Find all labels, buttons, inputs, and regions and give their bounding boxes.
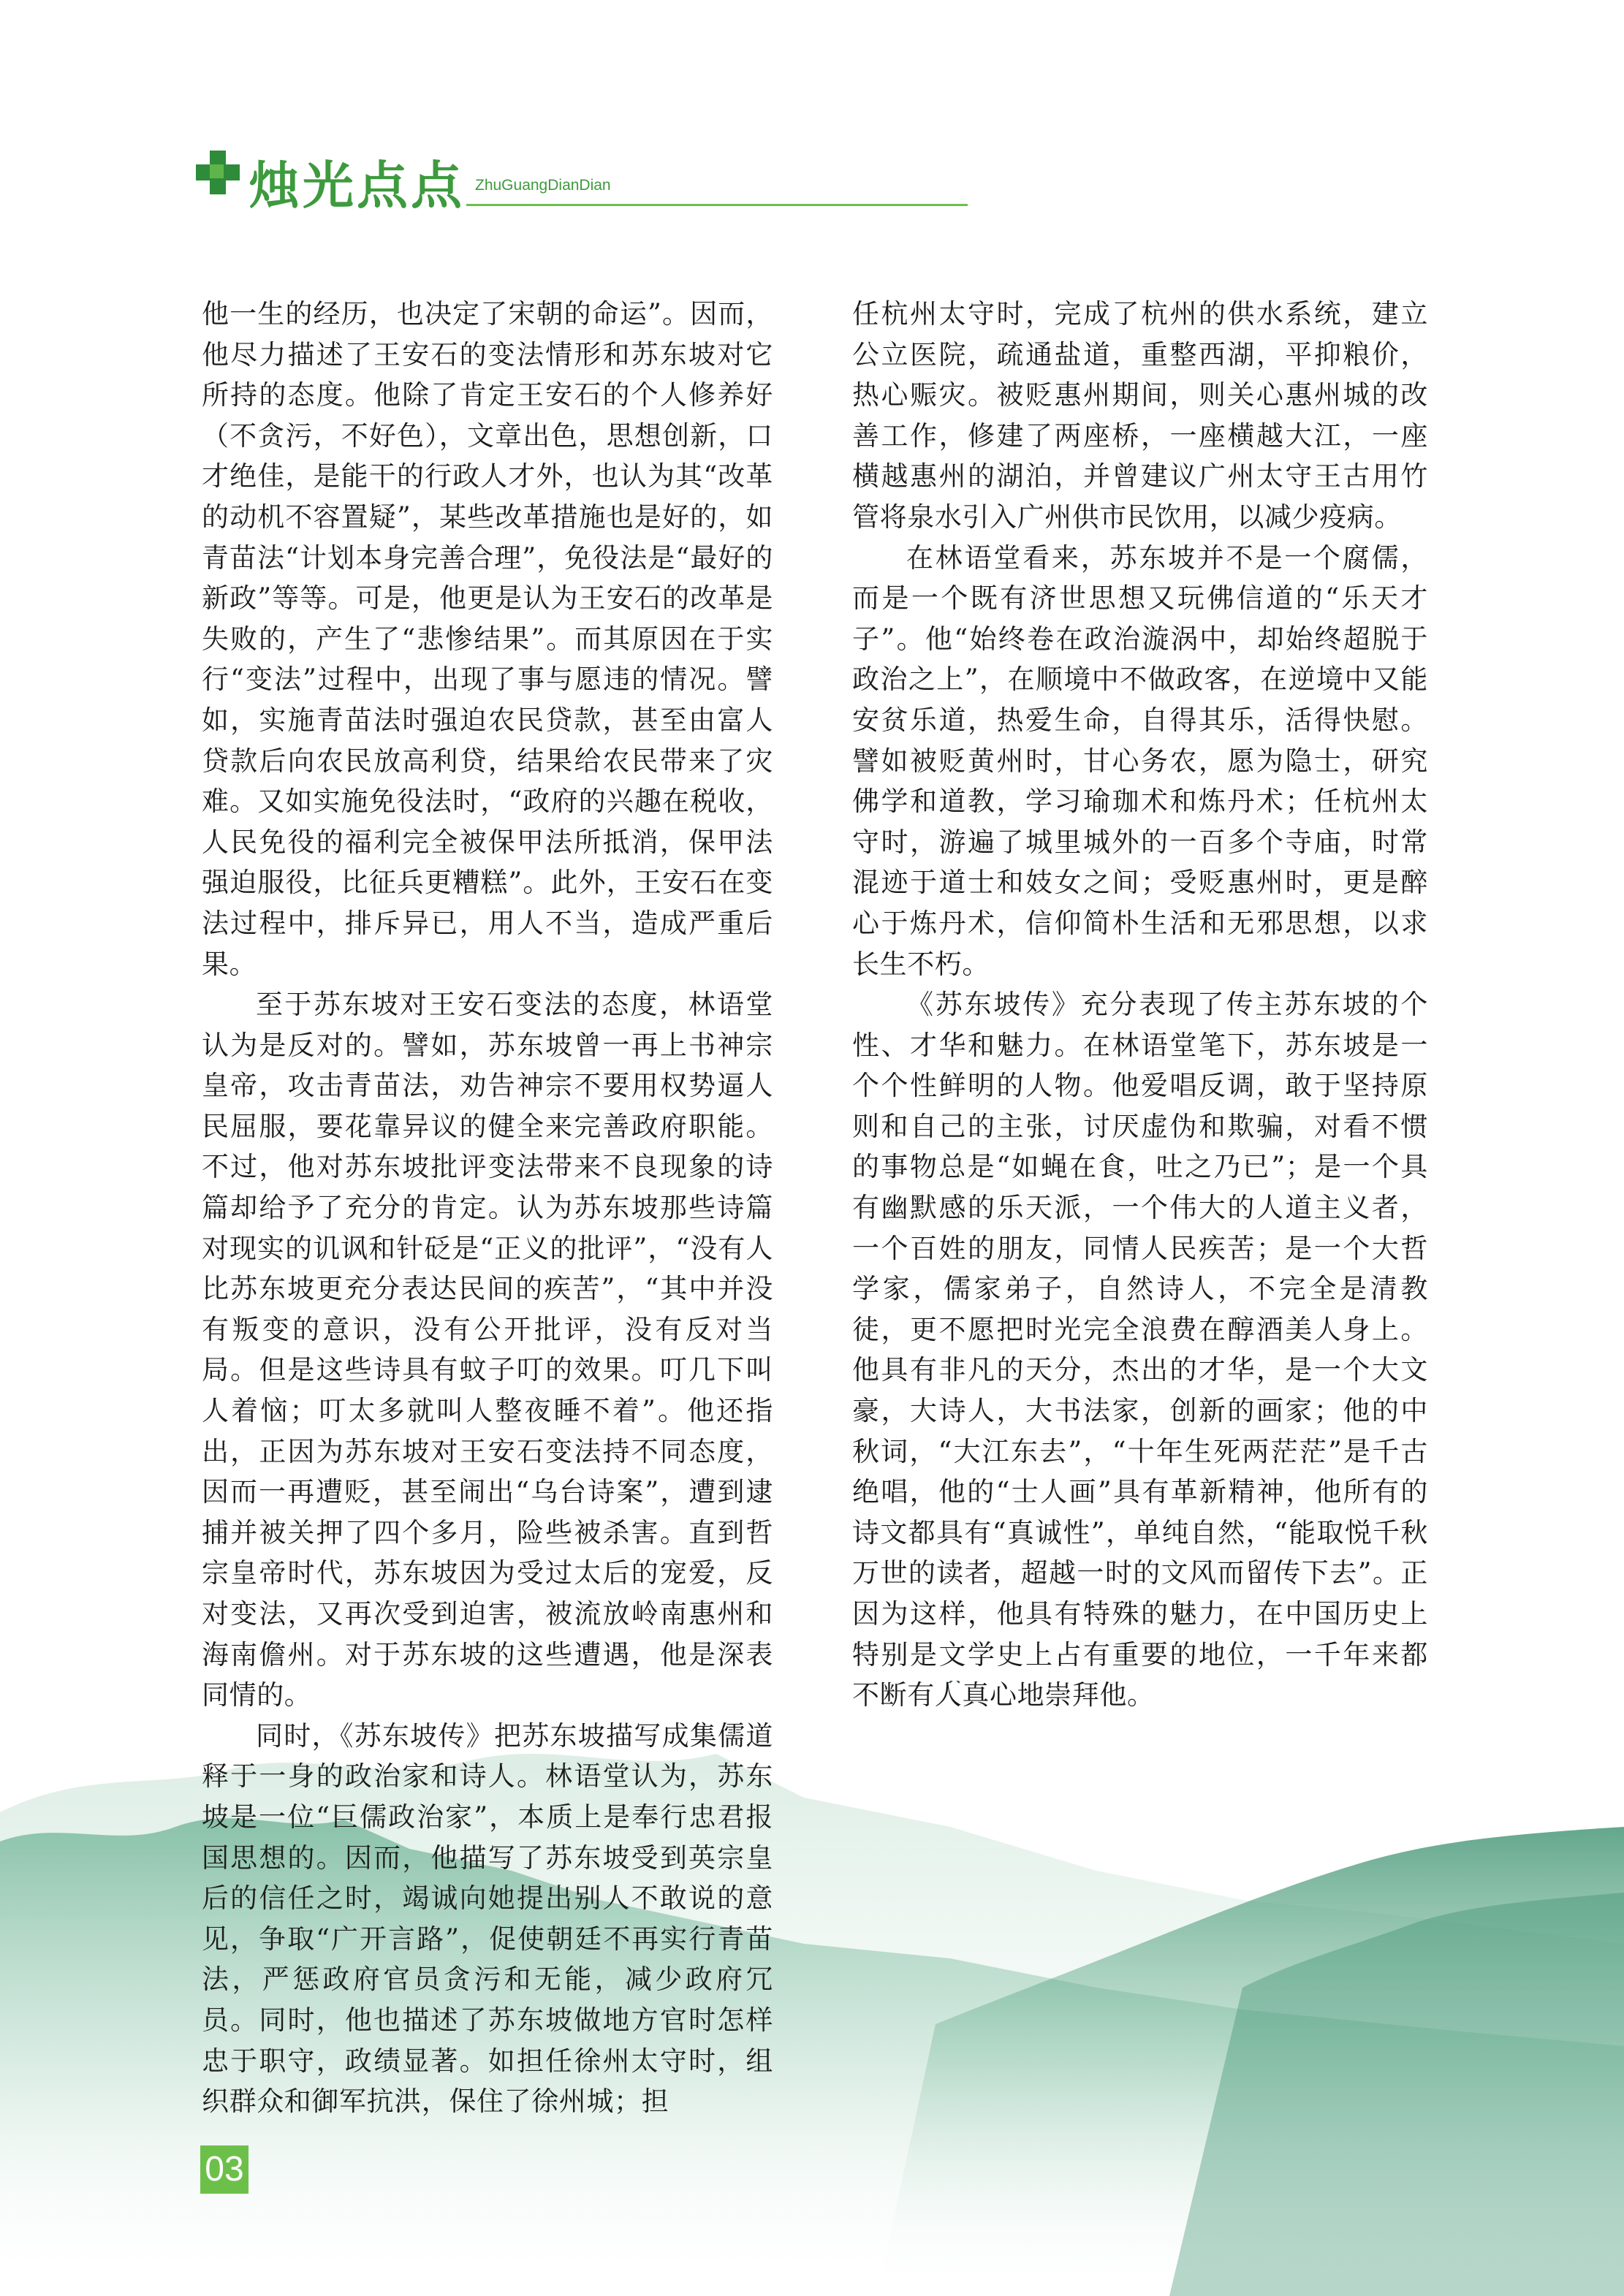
paragraph: 《苏东坡传》充分表现了传主苏东坡的个性、才华和魅力。在林语堂笔下，苏东坡是一个个性鲜明的人物。他爱唱反调，敢于坚持原则和自己的主张，讨厌虚伪和欺骗，对看不惯的事物总是“如蝇在食，吐之乃已”；是一个具有幽默感的乐天派，一个伟大的人道主义者，一个百姓的朋友，同情人民疾苦；是一个大哲学家，儒家弟子，自然诗人，不完全是清教徒，更不愿把时光完全浪费在醇酒美人身上。他具有非凡的天分，杰出的才华，是一个大文豪，大诗人，大书法家，创新的画家；他的中秋词，“大江东去”，“十年生死两茫茫”是千古绝唱，他的“士人画”具有革新精神，他所有的诗文都具有“真诚性”，单纯自然，“能取悦千秋万世的读者，超越一时的文风而留传下去”。正因为这样，他具有特殊的魅力，在中国历史上特别是文学史上占有重要的地位，一千年来都不断有人真心地崇拜他。 [852, 989, 1428, 1711]
paragraph: 在林语堂看来，苏东坡并不是一个腐儒，而是一个既有济世思想又玩佛信道的“乐天才子”。他“始终卷在政治漩涡中，却始终超脱于政治之上”，在顺境中不做政客，在逆境中又能安贫乐道，热爱生命，自得其乐，活得快慰。譬如被贬黄州时，甘心务农，愿为隐士，研究佛学和道教，学习瑜珈术和炼丹术；任杭州太守时，游遍了城里城外的一百多个寺庙，时常混迹于道士和妓女之间；受贬惠州时，更是醉心于炼丹术，信仰简朴生活和无邪思想，以求长生不朽。 [852, 541, 1428, 980]
header-divider [466, 204, 968, 206]
paragraph: 任杭州太守时，完成了杭州的供水系统，建立公立医院，疏通盐道，重整西湖，平抑粮价，热心赈灾。被贬惠州期间，则关心惠州城的改善工作，修建了两座桥，一座横越大江，一座横越惠州的湖泊，并曾建议广州太守王古用竹管将泉水引入广州供市民饮用，以减少疫病。 [852, 298, 1428, 533]
article-column-right [852, 294, 1428, 1716]
article-column-left [202, 294, 773, 2122]
page-number: 03 [200, 2145, 248, 2194]
paragraph: 同时，《苏东坡传》把苏东坡描写成集儒道释于一身的政治家和诗人。林语堂认为，苏东坡是一位“巨儒政治家”，本质上是奉行忠君报国思想的。因而，他描写了苏东坡受到英宗皇后的信任之时，竭诚向她提出别人不敢说的意见，争取“广开言路”，促使朝廷不再实行青苗法，严惩政府官员贪污和无能，减少政府冗员。同时，他也描述了苏东坡做地方官时怎样忠于职守，政绩显著。如担任徐州太守时，组织群众和御军抗洪，保住了徐州城；担 [202, 1719, 773, 2118]
paragraph: 至于苏东坡对王安石变法的态度，林语堂认为是反对的。譬如，苏东坡曾一再上书神宗皇帝，攻击青苗法，劝告神宗不要用权势逼人民屈服，要花靠异议的健全来完善政府职能。不过，他对苏东坡批评变法带来不良现象的诗篇却给予了充分的肯定。认为苏东坡那些诗篇对现实的讥讽和针砭是“正义的批评”，“没有人比苏东坡更充分表达民间的疾苦”，“其中并没有叛变的意识，没有公开批评，没有反对当局。但是这些诗具有蚊子叮的效果。叮几下叫人着恼；叮太多就叫人整夜睡不着”。他还指出，正因为苏东坡对王安石变法持不同态度，因而一再遭贬，甚至闹出“乌台诗案”，遭到逮捕并被关押了四个多月，险些被杀害。直到哲宗皇帝时代，苏东坡因为受过太后的宠爱，反对变法，又再次受到迫害，被流放岭南惠州和海南儋州。对于苏东坡的这些遭遇，他是深表同情的。 [202, 989, 773, 1711]
logo-icon [196, 151, 240, 194]
paragraph: 他一生的经历，也决定了宋朝的命运”。因而，他尽力描述了王安石的变法情形和苏东坡对它所持的态度。他除了肯定王安石的个人修养好（不贪污，不好色），文章出色，思想创新，口才绝佳，是能干的行政人才外，也认为其“改革的动机不容置疑”，某些改革措施也是好的，如青苗法“计划本身完善合理”，免役法是“最好的新政”等等。可是，他更是认为王安石的改革是失败的，产生了“悲惨结果”。而其原因在于实行“变法”过程中，出现了事与愿违的情况。譬如，实施青苗法时强迫农民贷款，甚至由富人贷款后向农民放高利贷，结果给农民带来了灾难。又如实施免役法时，“政府的兴趣在税收，人民免役的福利完全被保甲法所抵消，保甲法强迫服役，比征兵更糟糕”。此外，王安石在变法过程中，排斥异已，用人不当，造成严重后果。 [202, 298, 773, 980]
section-header [196, 143, 773, 216]
section-title: 烛光点点 [248, 156, 465, 216]
section-subtitle: ZhuGuangDianDian [475, 177, 611, 194]
